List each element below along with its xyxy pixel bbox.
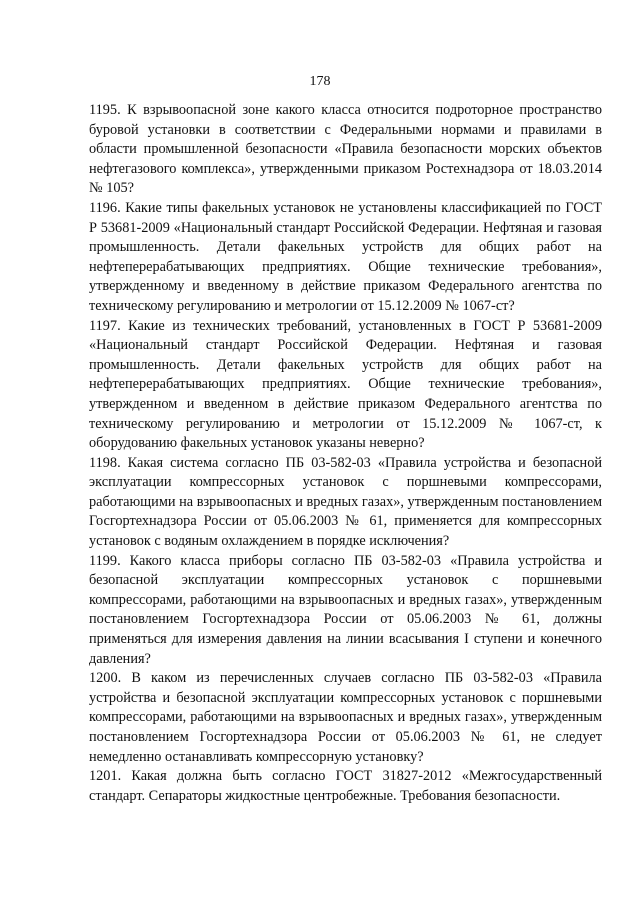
- question-1199: 1199. Какого класса приборы согласно ПБ 03-582-03 «Правила устройства и безопасной эксплуатации компрессорных установок с поршневыми компрессорами, работающими на взрывоопасных и вредных газах», утвержденным постановлением Госгортехнадзора России от 05.06.2003 № 61, должны применяться для измерения давления на линии всасывания I ступени и конечного давления?: [89, 552, 602, 667]
- question-1198: 1198. Какая система согласно ПБ 03-582-03 «Правила устройства и безопасной эксплуатации компрессорных установок с поршневыми компрессорами, работающими на взрывоопасных и вредных газах», утвержденным постановлением Госгортехнадзора России от 05.06.2003 № 61, применяется для компрессорных установок с водяным охлаждением в порядке исключения?: [89, 454, 602, 550]
- questions-list: [89, 101, 602, 806]
- question-1195: 1195. К взрывоопасной зоне какого класса относится подроторное пространство буровой установки в соответствии с Федеральными нормами и правилами в области промышленной безопасности «Правила безопасности морских объектов нефтегазового комплекса», утвержденными приказом Ростехнадзора от 18.03.2014 № 105?: [89, 102, 602, 197]
- question-1196: 1196. Какие типы факельных установок не установлены классификацией по ГОСТ Р 53681-2009 «Национальный стандарт Российской Федерации. Нефтяная и газовая промышленность. Детали факельных устройств для общих работ на нефтеперерабатывающих предприятиях. Общие технические требования», утвержденному и введенному в действие приказом Федерального агентства по техническому регулированию и метрологии от 15.12.2009 № 1067-ст?: [89, 199, 602, 314]
- question-1200: 1200. В каком из перечисленных случаев согласно ПБ 03-582-03 «Правила устройства и безопасной эксплуатации компрессорных установок с поршневыми компрессорами, работающими на взрывоопасных и вредных газах», утвержденным постановлением Госгортехнадзора России от 05.06.2003 № 61, не следует немедленно останавливать компрессорную установку?: [89, 670, 602, 765]
- question-1201: 1201. Какая должна быть согласно ГОСТ 31827-2012 «Межгосударственный стандарт. Сепараторы жидкостные центробежные. Требования безопасности.: [89, 768, 602, 804]
- question-1197: 1197. Какие из технических требований, установленных в ГОСТ Р 53681-2009 «Национальный стандарт Российской Федерации. Нефтяная и газовая промышленность. Детали факельных устройств для общих работ на нефтеперерабатывающих предприятиях. Общие технические требования», утвержденном и введенном в действие приказом Федерального агентства по техническому регулированию и метрологии от 15.12.2009 № 1067-ст, к оборудованию факельных установок указаны неверно?: [89, 317, 602, 452]
- page-number: 178: [309, 74, 331, 89]
